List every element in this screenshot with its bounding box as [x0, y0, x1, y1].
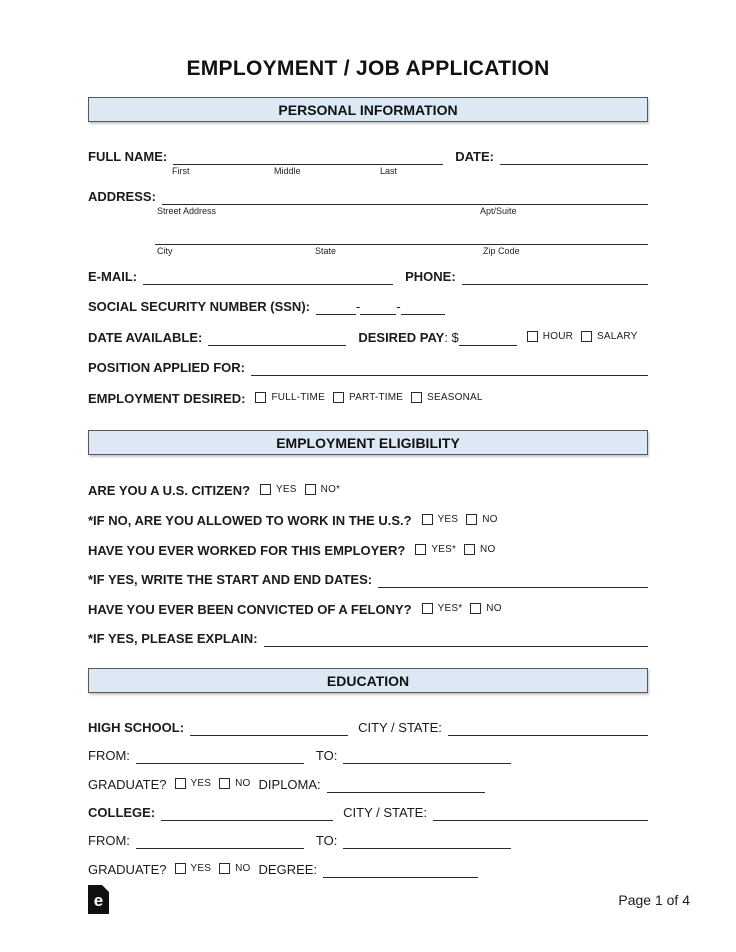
worked-before-no-option: [464, 541, 495, 558]
zip-sublabel: Zip Code: [483, 246, 520, 256]
seasonal-checkbox[interactable]: [411, 392, 422, 403]
citizen-no-checkbox[interactable]: [305, 484, 316, 495]
section-header-employment-eligibility-label: EMPLOYMENT ELIGIBILITY: [276, 435, 460, 451]
high-school-name-field[interactable]: [190, 720, 348, 736]
part-time-checkbox[interactable]: [333, 392, 344, 403]
ssn-dash: -: [355, 299, 361, 314]
worked-before-yes-label: YES*: [431, 544, 457, 555]
ssn-part3-field[interactable]: [401, 299, 445, 315]
diploma-field[interactable]: [327, 777, 485, 793]
street-address-sublabel: Street Address: [157, 206, 217, 216]
full-time-checkbox-label: FULL-TIME: [271, 392, 325, 403]
email-phone-row: [88, 268, 648, 285]
felony-no-checkbox[interactable]: [470, 603, 481, 614]
form-title: EMPLOYMENT / JOB APPLICATION: [186, 57, 550, 80]
work-allowed-question-row: [88, 511, 648, 529]
section-header-personal-information-label: PERSONAL INFORMATION: [278, 102, 458, 118]
work-allowed-yes-option: [422, 511, 459, 528]
full-name-field[interactable]: [173, 149, 443, 165]
start-end-dates-label: *IF YES, WRITE THE START AND END DATES:: [88, 572, 373, 587]
date-available-field[interactable]: [208, 330, 346, 346]
section-header-education-label: EDUCATION: [326, 673, 410, 689]
high-school-city-state-label: CITY / STATE:: [358, 720, 442, 735]
logo-letter: e: [93, 891, 104, 910]
desired-pay-label: DESIRED PAY: [358, 330, 445, 345]
date-field[interactable]: [500, 149, 648, 165]
street-address-field[interactable]: [162, 189, 648, 205]
felony-explain-field[interactable]: [264, 631, 648, 647]
employment-desired-row: [88, 389, 648, 407]
worked-before-yes-option: [415, 541, 456, 558]
ssn-part2-field[interactable]: [360, 299, 396, 315]
citizen-no-label: NO*: [320, 484, 341, 495]
desired-pay-field[interactable]: [459, 330, 517, 346]
section-header-employment-eligibility: [88, 430, 648, 455]
position-applied-field[interactable]: [251, 360, 648, 376]
high-school-from-field[interactable]: [136, 748, 304, 764]
high-school-graduate-row: [88, 775, 648, 793]
address-row: [88, 188, 648, 205]
ssn-row: [88, 298, 648, 315]
logo-fold-corner: [102, 885, 109, 892]
full-time-option: [255, 389, 324, 406]
seasonal-option: [411, 389, 483, 406]
college-graduate-yes-checkbox[interactable]: [175, 863, 186, 874]
position-applied-label: POSITION APPLIED FOR:: [88, 360, 245, 375]
part-time-option: [333, 389, 403, 406]
address-row2: [88, 228, 648, 245]
phone-label: PHONE:: [405, 269, 456, 284]
work-allowed-yes-checkbox[interactable]: [422, 514, 433, 525]
ssn-dash: -: [396, 299, 401, 314]
degree-label: DEGREE:: [258, 862, 318, 877]
high-school-label: HIGH SCHOOL:: [88, 720, 185, 735]
high-school-graduate-no-option: [219, 775, 250, 792]
date-label: DATE:: [455, 149, 494, 164]
high-school-graduate-no-label: NO: [235, 778, 251, 789]
work-allowed-question-label: *IF NO, ARE YOU ALLOWED TO WORK IN THE U.S.?: [88, 513, 412, 528]
last-sublabel: Last: [380, 166, 398, 176]
section-header-personal-information: [88, 97, 648, 122]
high-school-from-label: FROM:: [88, 748, 130, 763]
work-allowed-no-option: [466, 511, 497, 528]
felony-yes-checkbox[interactable]: [422, 603, 433, 614]
ssn-label: SOCIAL SECURITY NUMBER (SSN):: [88, 299, 310, 314]
position-applied-row: [88, 359, 648, 376]
college-graduate-no-label: NO: [235, 863, 251, 874]
high-school-graduate-yes-label: YES: [190, 778, 212, 789]
worked-before-yes-checkbox[interactable]: [415, 544, 426, 555]
felony-explain-row: [88, 630, 648, 647]
city-sublabel: City: [157, 246, 173, 256]
citizen-no-option: [305, 481, 341, 498]
felony-yes-label: YES*: [437, 603, 463, 614]
citizen-question-label: ARE YOU A U.S. CITIZEN?: [88, 483, 251, 498]
date-available-label: DATE AVAILABLE:: [88, 330, 203, 345]
middle-sublabel: Middle: [274, 166, 301, 176]
high-school-graduate-yes-checkbox[interactable]: [175, 778, 186, 789]
high-school-row: [88, 719, 648, 736]
felony-question-row: [88, 600, 648, 618]
seasonal-checkbox-label: SEASONAL: [427, 392, 483, 403]
salary-checkbox-label: SALARY: [597, 331, 638, 342]
college-graduate-label: GRADUATE?: [88, 862, 167, 877]
full-name-label: FULL NAME:: [88, 149, 168, 164]
college-to-label: TO:: [315, 833, 338, 848]
college-dates-row: [88, 832, 648, 849]
felony-no-label: NO: [486, 603, 502, 614]
worked-before-no-checkbox[interactable]: [464, 544, 475, 555]
citizen-yes-option: [260, 481, 297, 498]
part-time-checkbox-label: PART-TIME: [348, 392, 404, 403]
start-end-dates-row: [88, 571, 648, 588]
citizen-yes-label: YES: [276, 484, 297, 495]
college-graduate-no-checkbox[interactable]: [219, 863, 230, 874]
college-graduate-yes-label: YES: [190, 863, 212, 874]
address-sublabels-row1: [88, 206, 648, 218]
employment-desired-label: EMPLOYMENT DESIRED:: [88, 391, 246, 406]
degree-field[interactable]: [323, 862, 478, 878]
work-allowed-yes-label: YES: [437, 514, 459, 525]
desired-pay-dollar-prefix: : $: [444, 330, 459, 345]
apt-suite-sublabel: Apt/Suite: [480, 206, 517, 216]
first-sublabel: First: [172, 166, 190, 176]
page-indicator: Page 1 of 4: [618, 891, 690, 908]
citizen-yes-checkbox[interactable]: [260, 484, 271, 495]
high-school-city-state-field[interactable]: [448, 720, 648, 736]
email-label: E-MAIL:: [88, 269, 138, 284]
full-time-checkbox[interactable]: [255, 392, 266, 403]
email-field[interactable]: [143, 269, 393, 285]
high-school-to-label: TO:: [315, 748, 338, 763]
address-label: ADDRESS:: [88, 189, 156, 204]
worked-before-question-row: [88, 541, 648, 559]
pay-salary-option: [581, 328, 637, 345]
phone-field[interactable]: [462, 269, 648, 285]
college-graduate-row: [88, 860, 648, 878]
citizen-question-row: [88, 481, 648, 499]
high-school-to-field[interactable]: [343, 748, 511, 764]
college-row: [88, 804, 648, 821]
college-from-label: FROM:: [88, 833, 130, 848]
high-school-graduate-yes-option: [175, 775, 212, 792]
salary-checkbox[interactable]: [581, 331, 592, 342]
city-state-zip-field[interactable]: [155, 229, 648, 245]
college-name-field[interactable]: [161, 805, 333, 821]
felony-explain-label: *IF YES, PLEASE EXPLAIN:: [88, 631, 258, 646]
name-sublabels: [88, 166, 648, 178]
college-graduate-yes-option: [175, 860, 212, 877]
hour-checkbox-label: HOUR: [542, 331, 574, 342]
worked-before-question-label: HAVE YOU EVER WORKED FOR THIS EMPLOYER?: [88, 543, 406, 558]
felony-question-label: HAVE YOU EVER BEEN CONVICTED OF A FELONY?: [88, 602, 412, 617]
high-school-dates-row: [88, 747, 648, 764]
page-footer: [88, 885, 690, 914]
college-city-state-field[interactable]: [433, 805, 648, 821]
state-sublabel: State: [315, 246, 337, 256]
section-header-education: [88, 668, 648, 693]
worked-before-no-label: NO: [480, 544, 496, 555]
work-allowed-no-label: NO: [482, 514, 498, 525]
eforms-logo: [88, 885, 109, 914]
full-name-row: [88, 148, 648, 165]
college-label: COLLEGE:: [88, 805, 156, 820]
address-sublabels-row2: [88, 246, 648, 258]
college-city-state-label: CITY / STATE:: [343, 805, 427, 820]
felony-yes-option: [422, 600, 463, 617]
college-to-field[interactable]: [343, 833, 511, 849]
pay-hour-option: [527, 328, 573, 345]
ssn-part1-field[interactable]: [316, 299, 356, 315]
college-graduate-no-option: [219, 860, 250, 877]
start-end-dates-field[interactable]: [378, 572, 648, 588]
felony-no-option: [470, 600, 501, 617]
date-available-pay-row: [88, 328, 648, 346]
hour-checkbox[interactable]: [527, 331, 538, 342]
high-school-graduate-no-checkbox[interactable]: [219, 778, 230, 789]
work-allowed-no-checkbox[interactable]: [466, 514, 477, 525]
diploma-label: DIPLOMA:: [258, 777, 321, 792]
college-from-field[interactable]: [136, 833, 304, 849]
high-school-graduate-label: GRADUATE?: [88, 777, 167, 792]
